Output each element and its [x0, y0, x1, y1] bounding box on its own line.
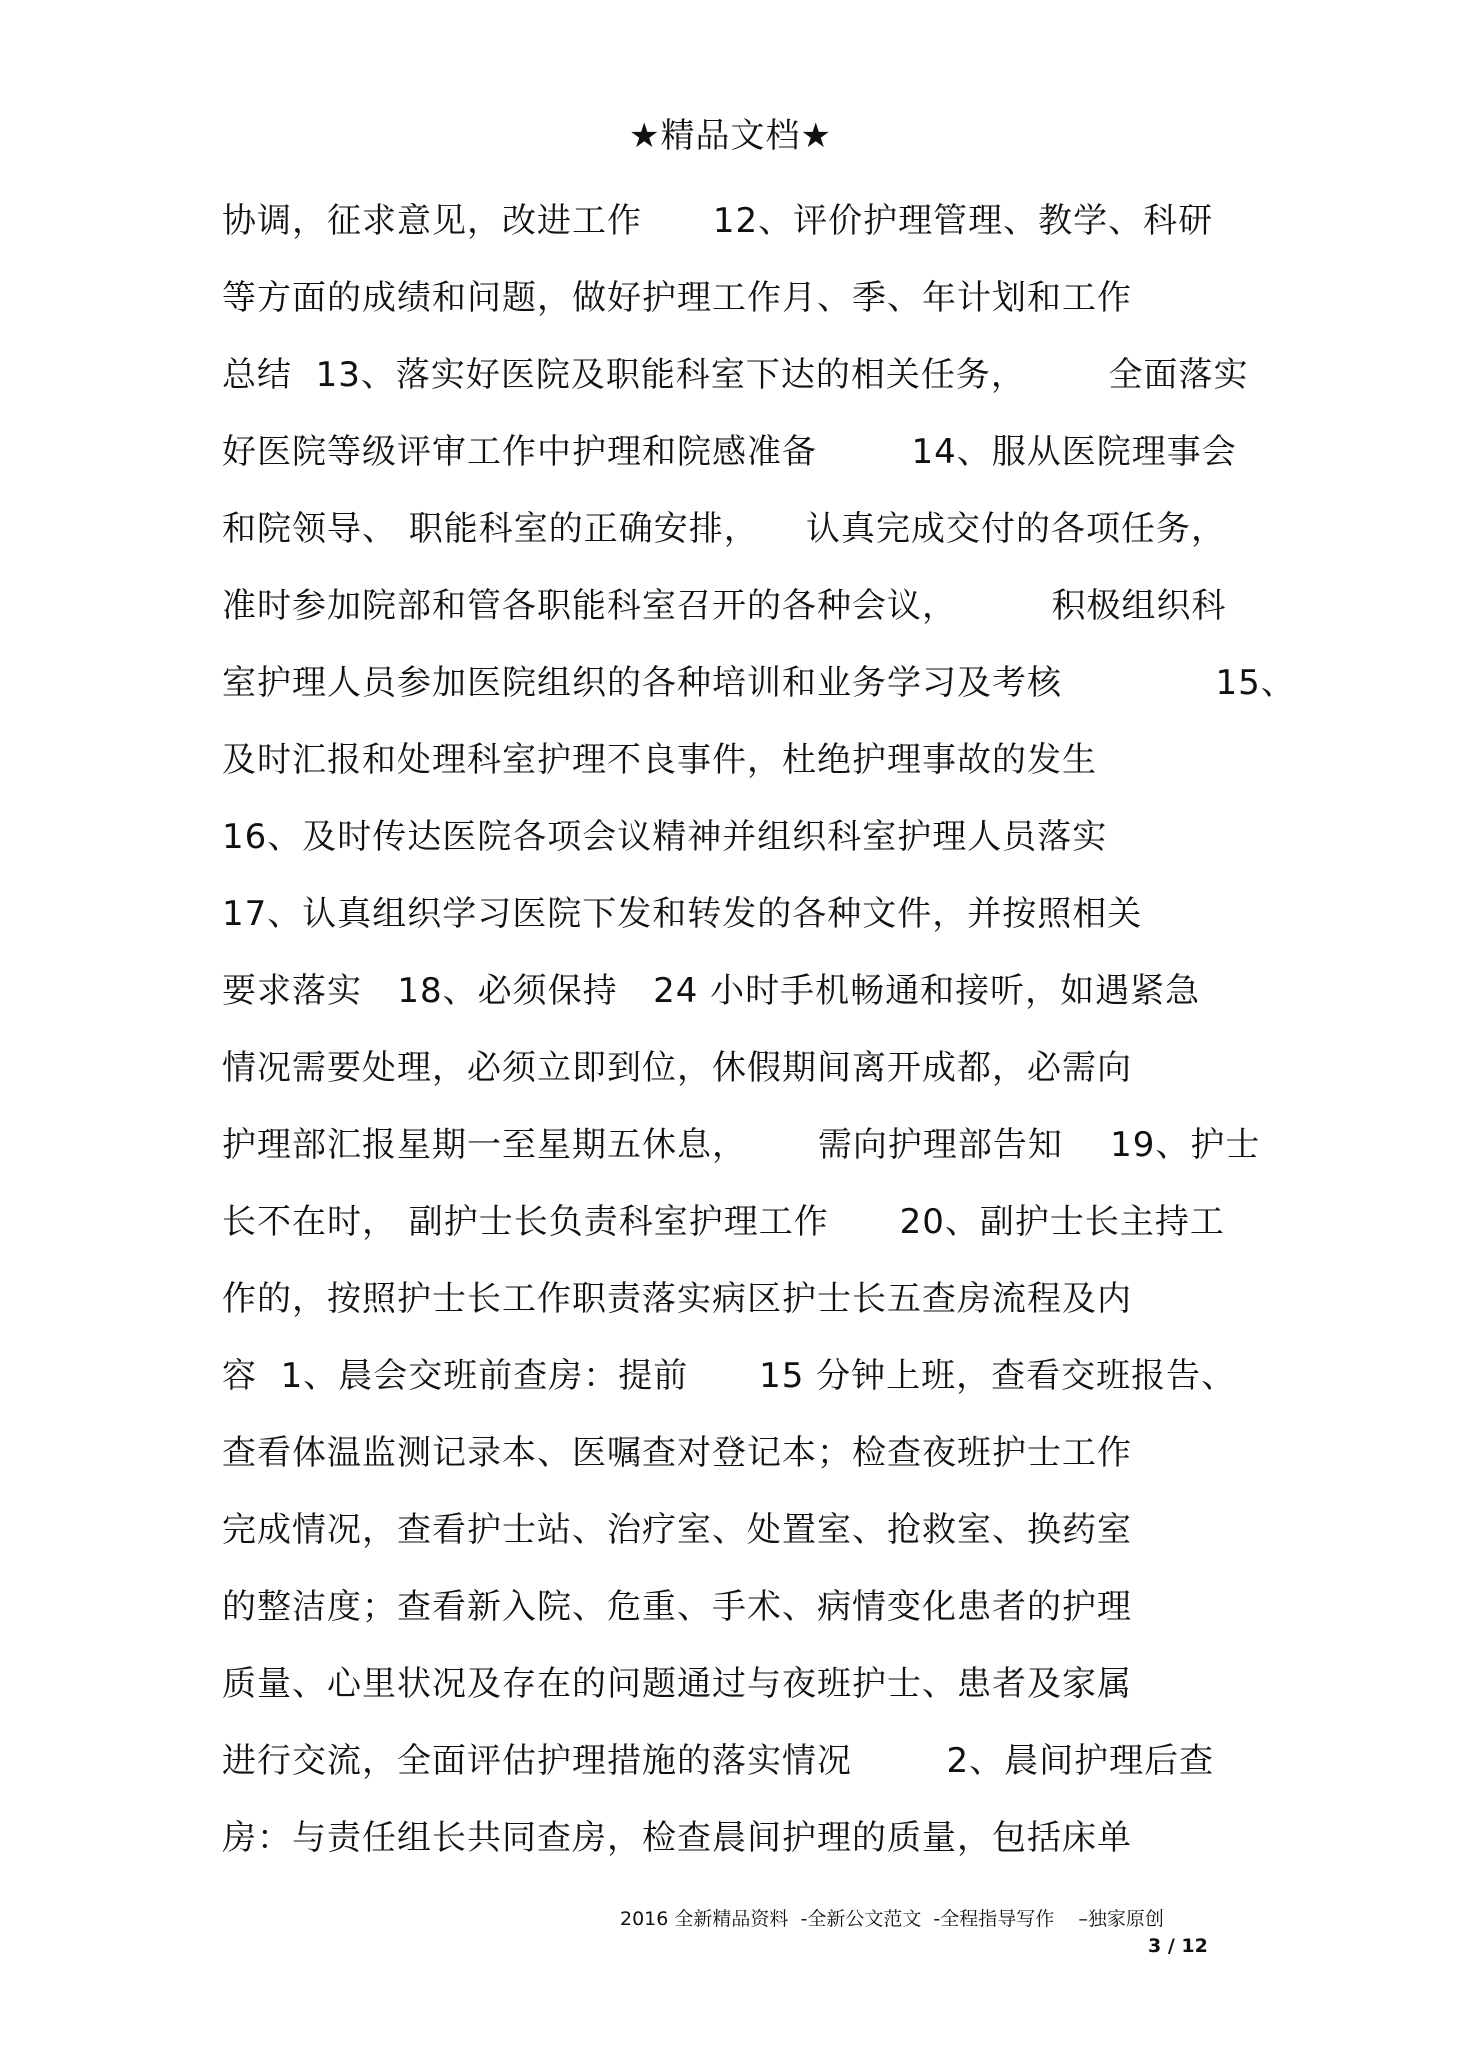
text-line: 好医院等级评审工作中护理和院感准备 14、服从医院理事会 [222, 432, 1237, 472]
text-line: 护理部汇报星期一至星期五休息， 需向护理部告知 19、护士 [222, 1125, 1261, 1165]
text-line: 室护理人员参加医院组织的各种培训和业务学习及考核 15、 [222, 663, 1296, 703]
page-header-title: ★精品文档★ [629, 116, 832, 156]
text-line: 房：与责任组长共同查房，检查晨间护理的质量，包括床单 [222, 1818, 1132, 1858]
text-line: 准时参加院部和管各职能科室召开的各种会议， 积极组织科 [222, 586, 1227, 626]
text-line: 查看体温监测记录本、医嘱查对登记本；检查夜班护士工作 [222, 1433, 1132, 1473]
text-line: 完成情况，查看护士站、治疗室、处置室、抢救室、换药室 [222, 1510, 1132, 1550]
footer-text: 2016 全新精品资料 -全新公文范文 -全程指导写作 –独家原创 [620, 1908, 1164, 1930]
text-line: 和院领导、 职能科室的正确安排， 认真完成交付的各项任务， [222, 509, 1227, 549]
text-line: 的整洁度；查看新入院、危重、手术、病情变化患者的护理 [222, 1587, 1132, 1627]
text-line: 及时汇报和处理科室护理不良事件，杜绝护理事故的发生 [222, 740, 1097, 780]
text-line: 协调，征求意见，改进工作 12、评价护理管理、教学、科研 [222, 201, 1214, 241]
text-line: 长不在时， 副护士长负责科室护理工作 20、副护士长主持工 [222, 1202, 1225, 1242]
document-body [222, 193, 1296, 1887]
text-line: 作的，按照护士长工作职责落实病区护士长五查房流程及内 [222, 1279, 1132, 1319]
text-line: 总结 13、落实好医院及职能科室下达的相关任务， 全面落实 [222, 355, 1249, 395]
page-number: 3 / 12 [1148, 1935, 1208, 1957]
text-line: 等方面的成绩和问题，做好护理工作月、季、年计划和工作 [222, 278, 1132, 318]
text-line: 进行交流，全面评估护理措施的落实情况 2、晨间护理后查 [222, 1741, 1215, 1781]
text-line: 要求落实 18、必须保持 24 小时手机畅通和接听，如遇紧急 [222, 971, 1201, 1011]
text-line: 17、认真组织学习医院下发和转发的各种文件，并按照相关 [222, 894, 1143, 934]
text-line: 质量、心里状况及存在的问题通过与夜班护士、患者及家属 [222, 1664, 1132, 1704]
text-line: 容 1、晨会交班前查房：提前 15 分钟上班，查看交班报告、 [222, 1356, 1237, 1396]
text-line: 16、及时传达医院各项会议精神并组织科室护理人员落实 [222, 817, 1108, 857]
text-line: 情况需要处理，必须立即到位，休假期间离开成都，必需向 [222, 1048, 1132, 1088]
